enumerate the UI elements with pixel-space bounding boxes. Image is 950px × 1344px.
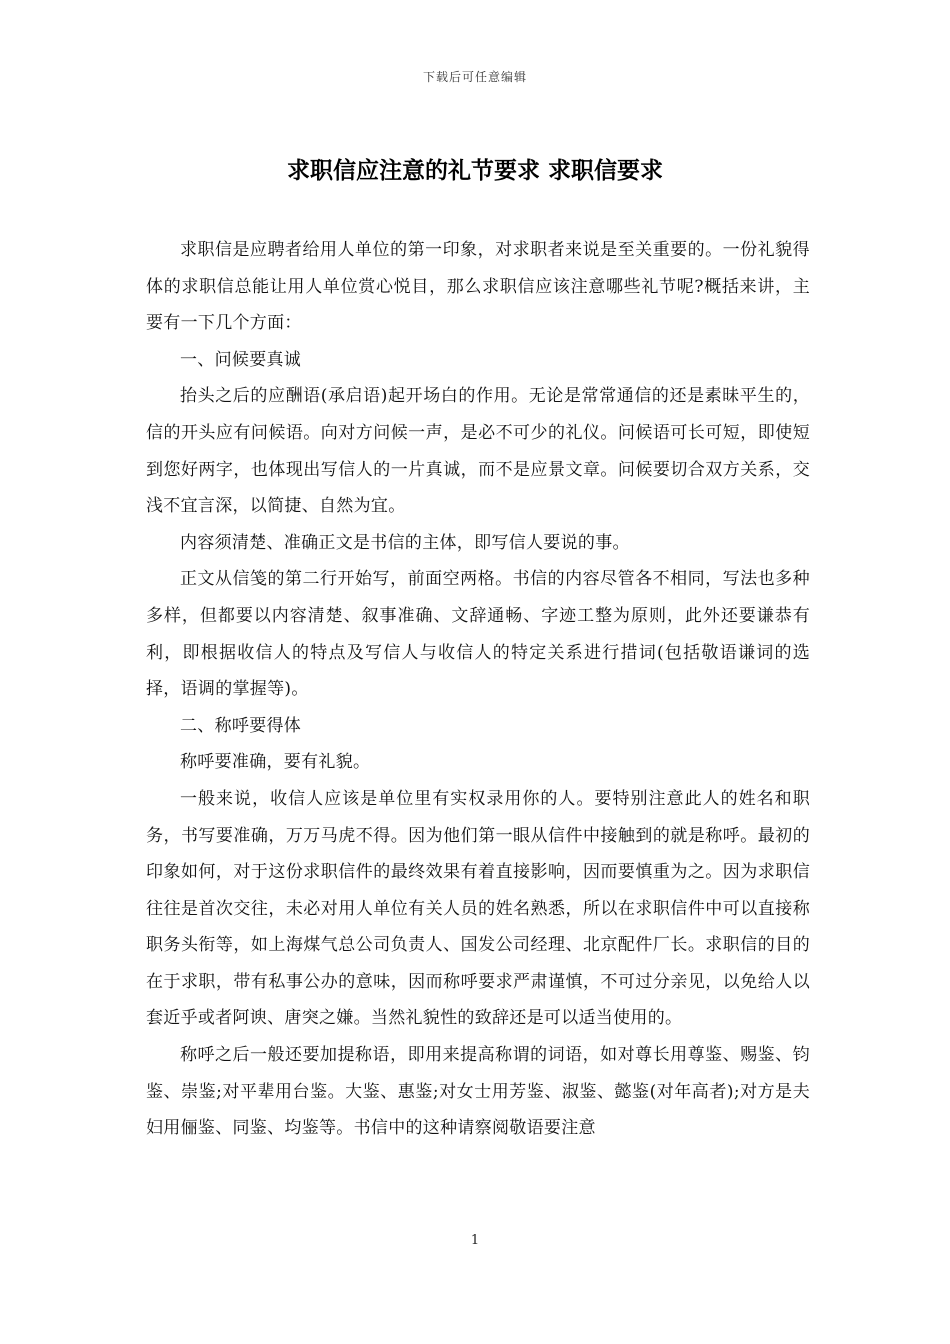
document-body [146, 232, 810, 1147]
paragraph-salutation-summary: 称呼要准确，要有礼貌。 [180, 752, 371, 773]
paragraph-honorifics: 称呼之后一般还要加提称语，即用来提高称谓的词语，如对尊长用尊鉴、赐鉴、钧鉴、崇鉴;对平辈用台鉴。大鉴、惠鉴;对女士用芳鉴、淑鉴、懿鉴(对年高者);对方是夫妇用俪鉴、同鉴、均鉴等。书信中的这种请察阅敬语要注意 [146, 1045, 810, 1139]
paragraph-intro: 求职信是应聘者给用人单位的第一印象，对求职者来说是至关重要的。一份礼貌得体的求职信总能让用人单位赏心悦目，那么求职信应该注意哪些礼节呢?概括来讲，主要有一下几个方面： [146, 240, 810, 334]
paragraph-greeting: 抬头之后的应酬语(承启语)起开场白的作用。无论是常常通信的还是素昧平生的，信的开头应有问候语。向对方问候一声，是必不可少的礼仪。问候语可长可短，即使短到您好两字，也体现出写信人的一片真诚，而不是应景文章。问候要切合双方关系，交浅不宜言深，以简捷、自然为宜。 [146, 386, 810, 517]
document-title: 求职信应注意的礼节要求 求职信要求 [286, 158, 663, 184]
header-note: 下载后可任意编辑 [422, 70, 527, 84]
page-number: 1 [470, 1233, 480, 1248]
paragraph-body-format: 正文从信笺的第二行开始写，前面空两格。书信的内容尽管各不相同，写法也多种多样，但都要以内容清楚、叙事准确、文辞通畅、字迹工整为原则，此外还要谦恭有利，即根据收信人的特点及写信人与收信人的特定关系进行措词(包括敬语谦词的选择，语调的掌握等)。 [146, 569, 810, 700]
paragraph-recipient: 一般来说，收信人应该是单位里有实权录用你的人。要特别注意此人的姓名和职务，书写要准确，万万马虎不得。因为他们第一眼从信件中接触到的就是称呼。最初的印象如何，对于这份求职信件的最终效果有着直接影响，因而要慎重为之。因为求职信往往是首次交往，未必对用人单位有关人员的姓名熟悉，所以在求职信件中可以直接称职务头衔等，如上海煤气总公司负责人、国发公司经理、北京配件厂长。求职信的目的在于求职，带有私事公办的意味，因而称呼要求严肃谨慎，不可过分亲见，以免给人以套近乎或者阿谀、唐突之嫌。当然礼貌性的致辞还是可以适当使用的。 [146, 788, 810, 1029]
section-heading-greeting: 一、问候要真诚 [180, 349, 302, 370]
paragraph-content-clarity: 内容须清楚、准确正文是书信的主体，即写信人要说的事。 [180, 532, 630, 553]
section-heading-salutation: 二、称呼要得体 [180, 715, 302, 736]
